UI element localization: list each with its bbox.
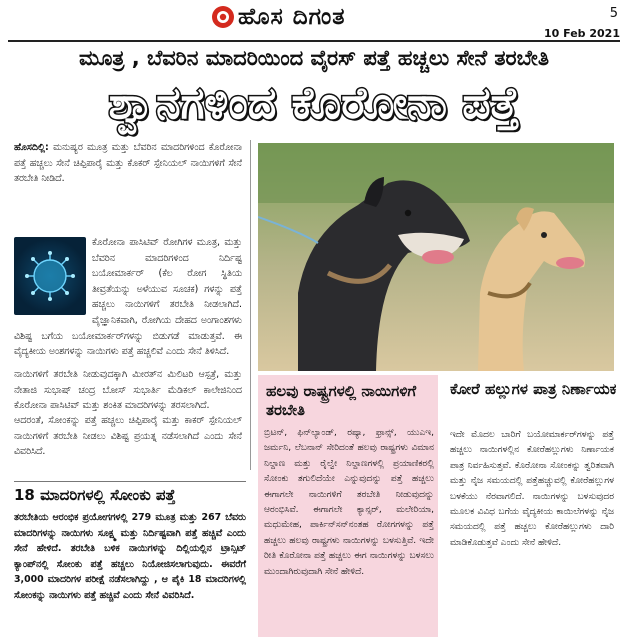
column-divider bbox=[250, 140, 251, 470]
coronavirus-illustration bbox=[14, 237, 86, 315]
lead-paragraph bbox=[14, 140, 242, 187]
logo-text: ಹೊಸ ದಿಗಂತ bbox=[238, 4, 346, 30]
dogs-photo bbox=[258, 143, 614, 371]
issue-date: 10 Feb 2021 bbox=[544, 27, 620, 40]
box1-body: ತರಬೇತಿಯ ಆರಂಭಿಕ ಪ್ರಯೋಗಗಳಲ್ಲಿ 279 ಮೂತ್ರ ಮತ್ತು 267 ಬೆವರು ಮಾದರಿಗಳನ್ನು ನಾಯಿಗಳು ಸೂಕ್ಷ್ಮ ಮತ್ತು ನಿರ್ದಿಷ್ಟವಾಗಿ ಪತ್ತೆ ಹಚ್ಚಿವೆ ಎಂದು ಸೇನೆ ಹೇಳಿದೆ. ತರಬೇತಿ ಬಳಿಕ ನಾಯಿಗಳನ್ನು ದಿಲ್ಲಿಯಲ್ಲಿನ ಟ್ರಾನ್ಸಿಟ್ ಕ್ಯಾಂಪ್‌ನಲ್ಲಿ ಸೋಂಕು ಪತ್ತೆ ಹಚ್ಚಲು ನಿಯೋಜಿಸಲಾಗುವುದು. ಈವರೆಗೆ 3,000 ಮಾದರಿಗಳ ಪರೀಕ್ಷೆ ನಡೆಸಲಾಗಿದ್ದು , ಆ ಪೈಕಿ 18 ಮಾದರಿಗಳಲ್ಲಿ ಸೋಂಕನ್ನು ನಾಯಿಗಳು ಪತ್ತೆ ಹಚ್ಚಿವೆ ಎಂದು ಸೇನೆ ವಿವರಿಸಿದೆ. bbox=[14, 512, 246, 601]
dateline: ಹೊಸದಿಲ್ಲಿ: bbox=[14, 142, 49, 153]
newspaper-logo bbox=[212, 2, 345, 32]
box1-title: 18 ಮಾದರಿಗಳಲ್ಲಿ ಸೋಂಕು ಪತ್ತೆ bbox=[14, 486, 176, 504]
lead-text: ಮನುಷ್ಯರ ಮೂತ್ರ ಮತ್ತು ಬೆವರಿನ ಮಾದರಿಗಳಿಂದ ಕೊರೋನಾ ಪತ್ತೆ ಹಚ್ಚಲು ಸೇನೆ ಚಿಪ್ಪಿಪಾರೈ ಮತ್ತು ಕೊಕರ್ ಸ್ಪೇನಿಯಲ್ ನಾಯಿಗಳಿಗೆ ಸೇನೆ ತರಬೇತಿ ನೀಡಿದೆ. bbox=[14, 142, 242, 185]
headline: ಶ್ವಾನಗಳಿಂದ ಕೊರೋನಾ ಪತ್ತೆ bbox=[108, 78, 520, 129]
paragraph-2 bbox=[14, 235, 242, 360]
box1-divider bbox=[14, 481, 246, 482]
masthead-divider bbox=[8, 40, 620, 42]
box3-body: ಇದೇ ಮೊದಲ ಬಾರಿಗೆ ಬಯೋಮಾರ್ಕರ್‌ಗಳನ್ನು ಪತ್ತೆ ಹಚ್ಚಲು ನಾಯಿಗಳಲ್ಲಿನ ಕೋರೆಹಲ್ಲುಗಳು ನಿರ್ಣಾಯಕ ಪಾತ್ರ ನಿರ್ವಹಿಸುತ್ತವೆ. ಕೊರೋನಾ ಸೋಂಕನ್ನು ತ್ವರಿತವಾಗಿ ಮತ್ತು ನೈಜ ಸಮಯದಲ್ಲಿ ಪತ್ತೆಹಚ್ಚುವಲ್ಲಿ ಕೋರೆಹಲ್ಲುಗಳ ಬಳಕೆಯು ನೆರವಾಗಲಿದೆ. ನಾಯಿಗಳನ್ನು ಬಳಸುವುದರ ಮೂಲಕ ವಿವಿಧ ಬಗೆಯ ವೈದ್ಯಕೀಯ ಕಾಯಿಲೆಗಳನ್ನು ನೈಜ ಸಮಯದಲ್ಲಿ ಪತ್ತೆ ಹಚ್ಚಲು ಕೋರೆಹಲ್ಲುಗಳು ದಾರಿ ಮಾಡಿಕೊಡುತ್ತವೆ ಎಂದು ಸೇನೆ ಹೇಳಿದೆ. bbox=[450, 430, 614, 548]
box2-body: ಬ್ರಿಟನ್, ಫಿನ್‌ಲ್ಯಾಂಡ್, ರಷ್ಯಾ, ಫ್ರಾನ್ಸ್, ಯುಎಇ, ಜರ್ಮನಿ, ಲೆಬನಾನ್ ಸೇರಿದಂತೆ ಹಲವು ರಾಷ್ಟ್ರಗಳು ವಿಮಾನ ನಿಲ್ದಾಣ ಮತ್ತು ರೈಲ್ವೇ ನಿಲ್ದಾಣಗಳಲ್ಲಿ ಪ್ರಯಾಣಿಕರಲ್ಲಿ ಸೋಂಕು ತಗುಲಿದೆಯೇ ಎನ್ನುವುದನ್ನು ಪತ್ತೆ ಹಚ್ಚಲು ಈಗಾಗಲೇ ನಾಯಿಗಳಿಗೆ ತರಬೇತಿ ನೀಡುವುದನ್ನು ಆರಂಭಿಸಿವೆ. ಈಗಾಗಲೇ ಕ್ಯಾನ್ಸರ್, ಮಲೇರಿಯಾ, ಮಧುಮೇಹ, ಪಾರ್ಕಿನ್‌ಸನ್‌ನಂತಹ ರೋಗಗಳನ್ನು ಪತ್ತೆ ಹಚ್ಚಲು ಹಲವು ರಾಷ್ಟ್ರಗಳು ನಾಯಿಗಳನ್ನು ಬಳಸುತ್ತಿವೆ. ಇದೇ ರೀತಿ ಕೊರೋನಾ ಪತ್ತೆ ಹಚ್ಚಲು ಈಗ ನಾಯಿಗಳನ್ನು ಬಳಸಲು ಮುಂದಾಗಿರುವುದಾಗಿ ಸೇನೆ ಹೇಳಿದೆ. bbox=[264, 428, 434, 577]
masthead bbox=[0, 0, 626, 40]
paragraph-4: ಆದರಂತೆ, ಸೋಂಕನ್ನು ಪತ್ತೆ ಹಚ್ಚಲು ಚಿಪ್ಪಿಪಾರೈ ಮತ್ತು ಕಾಕರ್ ಸ್ಪೇನಿಯಲ್ ನಾಯಿಗಳಿಗೆ ತರಬೇತಿ ನೀಡಲು ವಿಶಿಷ್ಟ ಪ್ರಯತ್ನ ನಡೆಸಲಾಗಿದೆ ಎಂದು ಸೇನೆ ವಿವರಿಸಿದೆ. bbox=[14, 415, 242, 458]
kicker: ಮೂತ್ರ , ಬೆವರಿನ ಮಾದರಿಯಿಂದ ವೈರಸ್ ಪತ್ತೆ ಹಚ್ಚಲು ಸೇನೆ ತರಬೇತಿ bbox=[79, 46, 549, 70]
paragraph-2-text: ಕೊರೋನಾ ಪಾಸಿಟಿವ್ ರೋಗಿಗಳ ಮೂತ್ರ, ಮತ್ತು ಬೆವರಿನ ಮಾದರಿಗಳಿಂದ ನಿರ್ದಿಷ್ಟ ಬಯೋಮಾರ್ಕರ್‌ (ಕೆಲ ರೋಗ ಸ್ಥಿತಿಯ ತೀವ್ರತೆಯನ್ನು ಅಳೆಯುವ ಸೂಚಕ) ಗಳನ್ನು ಪತ್ತೆ ಹಚ್ಚಲು ನಾಯಿಗಳಿಗೆ ತರಬೇತಿ ನೀಡಲಾಗಿದೆ. ವೈಜ್ಞಾನಿಕವಾಗಿ, ರೋಗಿಯ ದೇಹದ ಅಂಗಾಂಶಗಳು ವಿಶಿಷ್ಟ ಬಗೆಯ ಬಯೋಮಾರ್ಕರ್‌ಗಳನ್ನು ಬಿಡುಗಡೆ ಮಾಡುತ್ತವೆ. ಈ ವೈದ್ಯಕೀಯ ಅಂಶಗಳನ್ನು ನಾಯಿಗಳು ಪತ್ತೆ ಹಚ್ಚಲಿವೆ ಎಂದು ಸೇನೆ ತಿಳಿಸಿದೆ. bbox=[14, 237, 242, 358]
page-number: 5 bbox=[609, 6, 618, 21]
box3-title: ಕೋರೆ ಹಲ್ಲುಗಳ ಪಾತ್ರ ನಿರ್ಣಾಯಕ bbox=[450, 380, 617, 398]
box2-title: ಹಲವು ರಾಷ್ಟ್ರಗಳಲ್ಲಿ ನಾಯಿಗಳಿಗೆ ತರಬೇತಿ bbox=[266, 382, 417, 419]
paragraph-3: ನಾಯಿಗಳಿಗೆ ತರಬೇತಿ ನೀಡುವುದಕ್ಕಾಗಿ ಮೀರತ್‌ನ ಮಿಲಿಟರಿ ಆಸ್ಪತ್ರೆ, ಮತ್ತು ನೇತಾಜಿ ಸುಭಾಷ್ ಚಂದ್ರ ಬೋಸ್ ಸುಭಾರ್ತಿ ಮೆಡಿಕಲ್ ಕಾಲೇಜಿನಿಂದ ಕೊರೋನಾ ಪಾಸಿಟಿವ್ ಮತ್ತು ಶಂಕಿತ ಮಾದರಿಗಳನ್ನು ತರಸಲಾಗಿದೆ. bbox=[14, 369, 242, 412]
sun-logo-icon bbox=[212, 6, 234, 28]
